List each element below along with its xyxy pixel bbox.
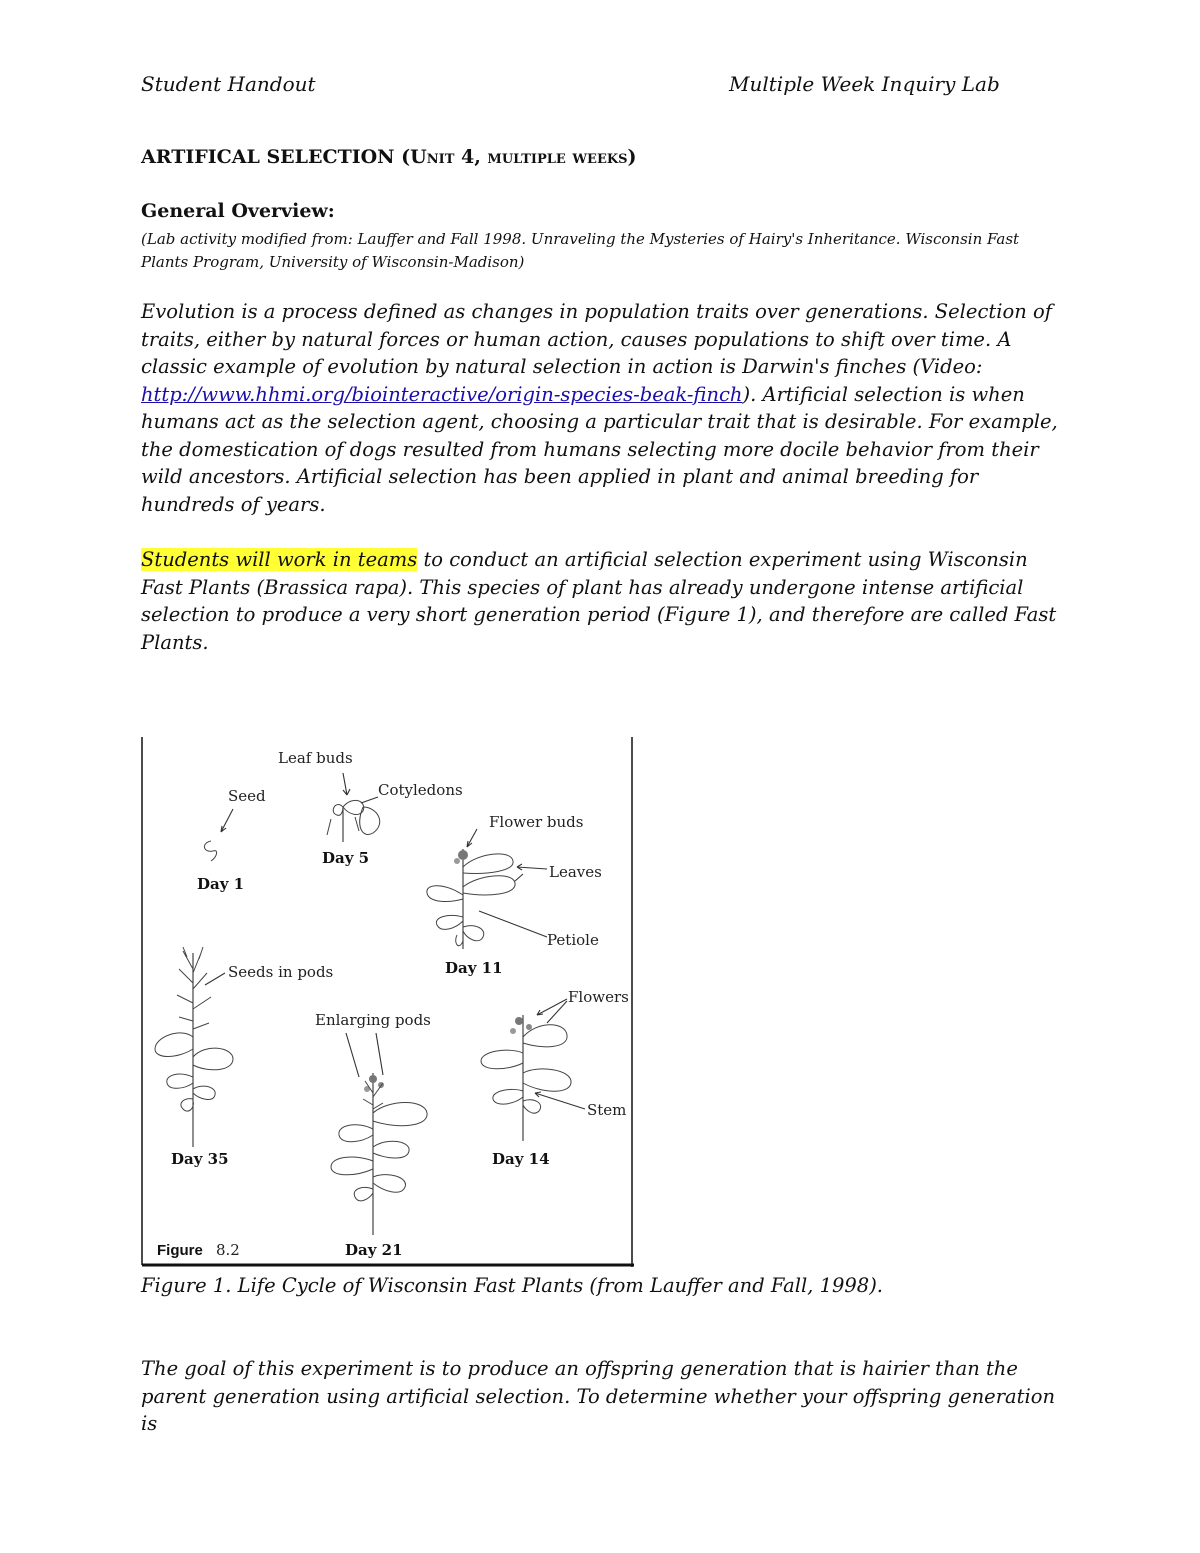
figure-label: Figure <box>157 1242 203 1259</box>
day14-plant-drawing <box>481 999 585 1141</box>
figure-caption: Figure 1. Life Cycle of Wisconsin Fast Plants (from Lauffer and Fall, 1998). <box>141 1274 884 1297</box>
title-smallcaps: Unit 4, multiple weeks <box>410 146 628 168</box>
label-day-14: Day 14 <box>492 1150 550 1168</box>
label-day-35: Day 35 <box>171 1150 229 1168</box>
overview-heading: General Overview: <box>141 200 335 222</box>
figure-number: 8.2 <box>216 1241 240 1259</box>
highlighted-text: Students will work in teams <box>141 548 418 571</box>
label-flower-buds: Flower buds <box>489 813 584 831</box>
life-cycle-illustration <box>141 737 636 1270</box>
label-seed: Seed <box>228 787 266 805</box>
label-enlarging-pods: Enlarging pods <box>315 1011 431 1029</box>
header-right: Multiple Week Inquiry Lab <box>729 72 1000 96</box>
label-day-21: Day 21 <box>345 1241 403 1259</box>
paragraph-evolution-start: Evolution is a process defined as changes in population traits over generations. Selection of traits, either by natural forces or human action, causes populations to shift over time. A classic example of evolution by natural selection in action is Darwin's finches (Video: <box>141 300 1052 378</box>
paragraph-goal: The goal of this experiment is to produce an offspring generation that is hairier than the parent generation using artificial selection. To determine whether your offspring generation is <box>141 1357 1056 1435</box>
label-day-11: Day 11 <box>445 959 503 977</box>
label-leaf-buds: Leaf buds <box>278 749 353 767</box>
paragraph-evolution-end: ). Artificial selection is when humans act as the selection agent, choosing a particular trait that is desirable. For example, the domestication of dogs resulted from humans selecting more docile behavior from their wild ancestors. Artificial selection has been applied in plant and animal breeding for hundreds of years. <box>141 382 1058 516</box>
label-day-5: Day 5 <box>322 849 370 867</box>
seedling-drawing <box>327 773 380 842</box>
label-petiole: Petiole <box>547 931 599 949</box>
overview-citation: (Lab activity modified from: Lauffer and Fall 1998. Unraveling the Mysteries of Hairy's Inheritance. Wisconsin Fast Plants Program, University of Wisconsin-Madison) <box>141 230 1020 271</box>
day35-plant-drawing <box>155 947 233 1147</box>
label-leaves: Leaves <box>549 863 602 881</box>
finch-video-link[interactable]: http://www.hhmi.org/biointeractive/origin-species-beak-finch <box>141 382 743 406</box>
day11-plant-drawing <box>427 829 547 949</box>
paragraph-evolution <box>141 298 1066 518</box>
label-seeds-in-pods: Seeds in pods <box>228 963 334 981</box>
label-cotyledons: Cotyledons <box>378 781 463 799</box>
title-close: ) <box>627 146 637 168</box>
seed-drawing <box>204 809 233 861</box>
life-cycle-figure <box>141 737 636 1270</box>
label-day-1: Day 1 <box>197 875 245 893</box>
label-stem: Stem <box>587 1101 627 1119</box>
title-main: ARTIFICAL SELECTION ( <box>141 146 411 168</box>
section-title <box>141 146 637 168</box>
day21-plant-drawing <box>331 1033 427 1235</box>
label-flowers: Flowers <box>568 988 629 1006</box>
header-left: Student Handout <box>141 72 316 96</box>
paragraph-teams-rest: to conduct an artificial selection experiment using Wisconsin Fast Plants (Brassica rapa). This species of plant has already undergone intense artificial selection to produce a very short generation period (Figure 1), and therefore are called Fast Plants. <box>141 548 1057 654</box>
paragraph-teams <box>141 546 1066 656</box>
